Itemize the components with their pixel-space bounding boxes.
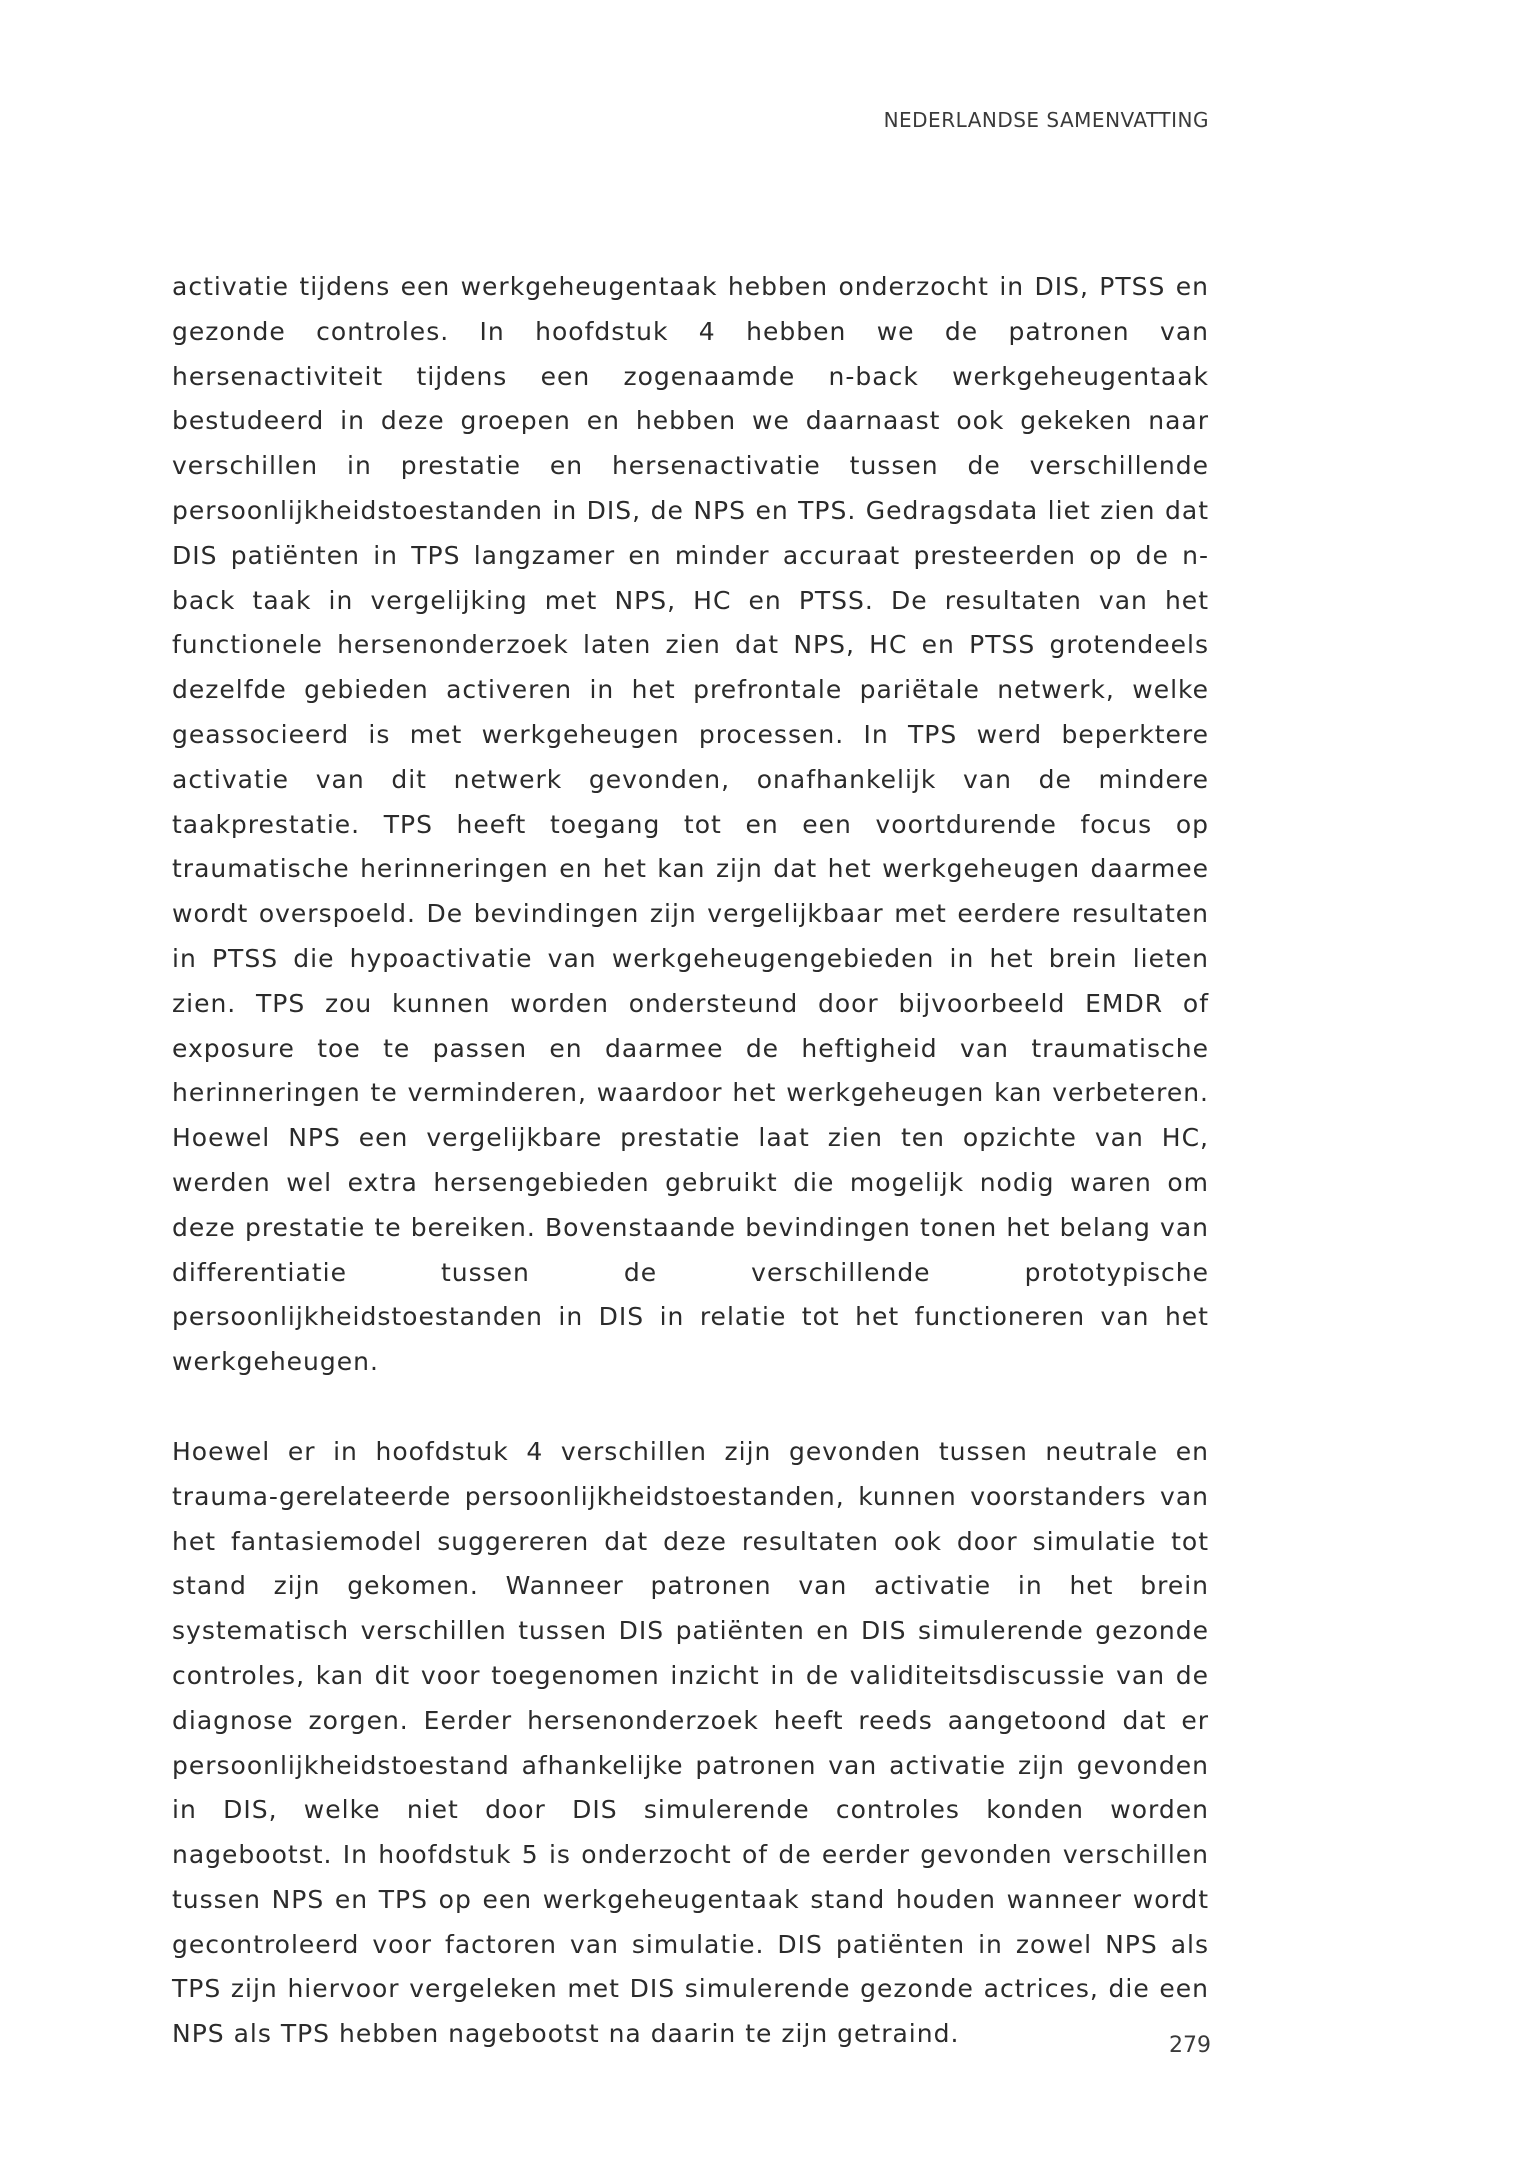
page-number: 279 [1169,2033,1211,2058]
running-header: NEDERLANDSE SAMENVATTING [883,108,1209,132]
paragraph-1: activatie tijdens een werkgeheugentaak hebben onderzocht in DIS, PTSS en gezonde controles. In hoofdstuk 4 hebben we de patronen van hersenactiviteit tijdens een zogenaamde n-back werkgeheugentaak bestudeerd in deze groepen en hebben we daarnaast ook gekeken naar verschillen in prestatie en hersenactivatie tussen de verschillende persoonlijkheidstoestanden in DIS, de NPS en TPS. Gedragsdata liet zien dat DIS patiënten in TPS langzamer en minder accuraat presteerden op de n-back taak in vergelijking met NPS, HC en PTSS. De resultaten van het functionele hersenonderzoek laten zien dat NPS, HC en PTSS grotendeels dezelfde gebieden activeren in het prefrontale pariëtale netwerk, welke geassocieerd is met werkgeheugen processen. In TPS werd beperktere activatie van dit netwerk gevonden, onafhankelijk van de mindere taakprestatie. TPS heeft toegang tot en een voortdurende focus op traumatische herinneringen en het kan zijn dat het werkgeheugen daarmee wordt overspoeld. De bevindingen zijn vergelijkbaar met eerdere resultaten in PTSS die hypoactivatie van werkgeheugengebieden in het brein lieten zien. TPS zou kunnen worden ondersteund door bijvoorbeeld EMDR of exposure toe te passen en daarmee de heftigheid van traumatische herinneringen te verminderen, waardoor het werkgeheugen kan verbeteren. Hoewel NPS een vergelijkbare prestatie laat zien ten opzichte van HC, werden wel extra hersengebieden gebruikt die mogelijk nodig waren om deze prestatie te bereiken. Bovenstaande bevindingen tonen het belang van differentiatie tussen de verschillende prototypische persoonlijkheidstoestanden in DIS in relatie tot het functioneren van het werkgeheugen. [172,272,1209,1377]
body-text [172,265,1209,2057]
paragraph-2: Hoewel er in hoofdstuk 4 verschillen zijn gevonden tussen neutrale en trauma-gerelateerde persoonlijkheidstoestanden, kunnen voorstanders van het fantasiemodel suggereren dat deze resultaten ook door simulatie tot stand zijn gekomen. Wanneer patronen van activatie in het brein systematisch verschillen tussen DIS patiënten en DIS simulerende gezonde controles, kan dit voor toegenomen inzicht in de validiteitsdiscussie van de diagnose zorgen. Eerder hersenonderzoek heeft reeds aangetoond dat er persoonlijkheidstoestand afhankelijke patronen van activatie zijn gevonden in DIS, welke niet door DIS simulerende controles konden worden nagebootst. In hoofdstuk 5 is onderzocht of de eerder gevonden verschillen tussen NPS en TPS op een werkgeheugentaak stand houden wanneer wordt gecontroleerd voor factoren van simulatie. DIS patiënten in zowel NPS als TPS zijn hiervoor vergeleken met DIS simulerende gezonde actrices, die een NPS als TPS hebben nagebootst na daarin te zijn getraind. [172,1436,1209,2049]
